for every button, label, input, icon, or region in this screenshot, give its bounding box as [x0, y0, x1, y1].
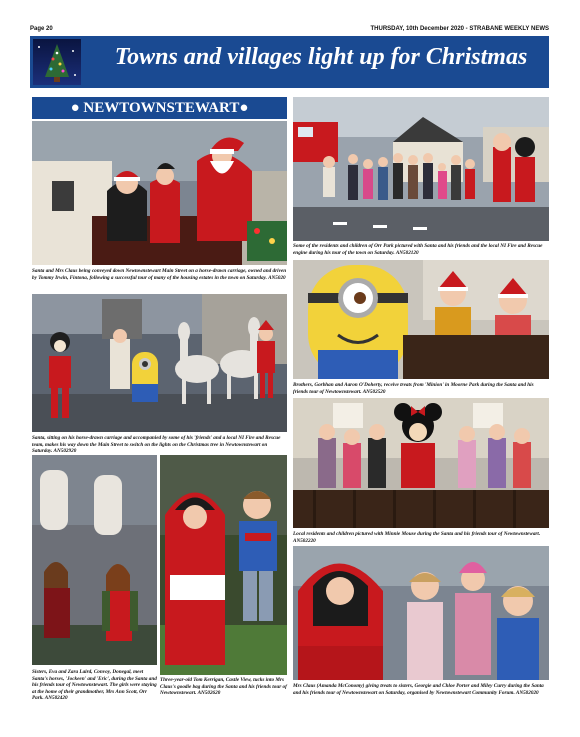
caption-mrs-claus-treats: Mrs Claus (Amanda McConomy) giving treats to sisters, Georgie and Chloe Porter and Miley Curry during the Santa and his friends tour of Newtownstewart on Saturday, organised by Newtownstewart Community Forum. AN502020 [293, 683, 544, 696]
caption-sisters-horses: Sisters, Eva and Zara Laird, Convoy, Donegal, meet Santa's horses, 'Jockeen' and 'Eric', during the Santa and his friends tour of Newtownstewart. The girls were staying at the home of their grandmother, Mrs Ann Scott, Orr Park. AN502420 [32, 669, 157, 702]
christmas-tree-thumbnail [33, 39, 81, 85]
page-number: Page 20 [30, 26, 53, 32]
photo-sisters-horses [32, 455, 157, 665]
caption-minion-brothers: Brothers, Gorbhan and Aaron O'Doherty, receive treats from 'Minion' in Moorne Park during the Santa and his friends tour of Newtownstewart. AN502520 [293, 382, 534, 395]
photo-mrs-claus-treats [293, 546, 549, 680]
caption-orr-park: Some of the residents and children of Orr Park pictured with Santa and his friends and the local NI Fire and Rescue engine during his tour of the town on Saturday. AN502120 [293, 243, 543, 256]
caption-santa-carriage: Santa and Mrs Claus being conveyed down Newtownstewart Main Street on a horse-drawn carriage, owned and driven by Tommy Irwin, Fintona, following a successful tour of many of the housing estates in the town on Saturday. AN5020 [32, 268, 287, 281]
photo-santa-carriage [32, 121, 287, 265]
caption-minnie-mouse: Local residents and children pictured with Minnie Mouse during the Santa and his friends tour of Newtownstewart. AN502220 [293, 531, 541, 544]
headline: Towns and villages light up for Christmas [114, 44, 528, 70]
photo-main-street [32, 294, 287, 432]
caption-tom-kerrigan: Three-year-old Tom Kerrigan, Castle View, tucks into Mrs Claus's goodie bag during the Santa and his friends tour of Newtownstewart. AN502620 [160, 677, 287, 697]
section-heading: ● NEWTOWNSTEWART● [32, 97, 287, 119]
photo-minnie-mouse [293, 398, 549, 528]
caption-main-street: Santa, sitting on his horse-drawn carriage and accompanied by some of his 'friends' and a local NI Fire and Rescue team, makes his way down the Main Street to switch on the lights on the Christmas tree in Newtownstewart on Saturday. AN502920 [32, 435, 281, 455]
dateline: THURSDAY, 10th December 2020 - STRABANE WEEKLY NEWS [370, 26, 549, 32]
photo-orr-park [293, 97, 549, 241]
photo-tom-kerrigan [160, 455, 287, 675]
photo-minion-brothers [293, 260, 549, 379]
